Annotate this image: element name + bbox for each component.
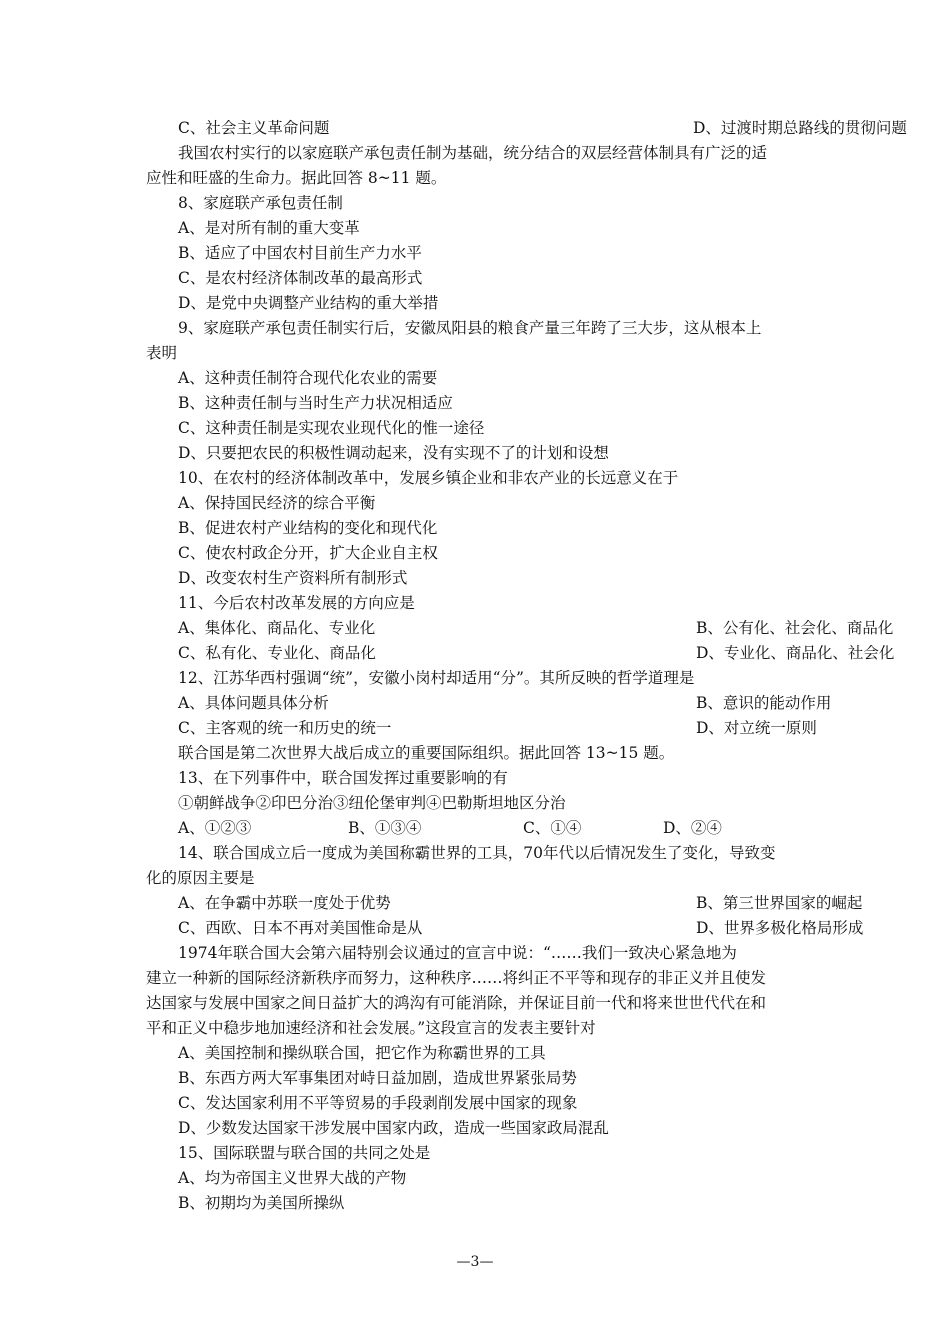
question-8: 8、家庭联产承包责任制 [178,194,343,212]
option-a: A、美国控制和操纵联合国，把它作为称霸世界的工具 [178,1044,546,1062]
option-b: B、初期均为美国所操纵 [178,1194,345,1212]
paragraph-line: 1974年联合国大会第六届特别会议通过的宣言中说：“……我们一致决心紧急地为 [178,944,737,962]
text-line [178,693,832,713]
paragraph-line: 联合国是第二次世界大战后成立的重要国际组织。据此回答 13~15 题。 [178,744,675,762]
option-d: D、只要把农民的积极性调动起来，没有实现不了的计划和设想 [178,444,609,462]
option-b: B、东西方两大军事集团对峙日益加剧，造成世界紧张局势 [178,1069,577,1087]
option-b: B、意识的能动作用 [696,694,832,712]
question-12: 12、江苏华西村强调“统”，安徽小岗村却适用“分”。其所反映的哲学道理是 [178,669,695,687]
option-a: A、保持国民经济的综合平衡 [178,494,376,512]
option-b: B、第三世界国家的崛起 [696,894,863,912]
text-line [178,643,895,663]
question-13: 13、在下列事件中，联合国发挥过重要影响的有 [178,769,508,787]
paragraph-line: 平和正义中稳步地加速经济和社会发展。”这段宣言的发表主要针对 [146,1019,596,1037]
option-c: C、西欧、日本不再对美国惟命是从 [178,919,423,937]
option-c: C、①④ [523,819,582,837]
option-b: B、促进农村产业结构的变化和现代化 [178,519,438,537]
option-a: A、①②③ [178,819,252,837]
option-c: C、使农村政企分开，扩大企业自主权 [178,544,438,562]
option-a: A、具体问题具体分析 [178,694,329,712]
option-c: C、是农村经济体制改革的最高形式 [178,269,423,287]
question-14: 14、联合国成立后一度成为美国称霸世界的工具，70年代以后情况发生了变化，导致变 [178,844,776,862]
text-line [178,718,817,738]
option-d: D、②④ [663,819,722,837]
option-c: C、这种责任制是实现农业现代化的惟一途径 [178,419,485,437]
paragraph-line: 应性和旺盛的生命力。据此回答 8~11 题。 [146,169,447,187]
question-11: 11、今后农村改革发展的方向应是 [178,594,415,612]
option-c: C、主客观的统一和历史的统一 [178,719,392,737]
question-15: 15、国际联盟与联合国的共同之处是 [178,1144,431,1162]
option-a: A、均为帝国主义世界大战的产物 [178,1169,407,1187]
paragraph-line: 建立一种新的国际经济新秩序而努力，这种秩序……将纠正不平等和现存的非正义并且使发 [146,969,767,987]
question-9: 9、家庭联产承包责任制实行后，安徽凤阳县的粮食产量三年跨了三大步，这从根本上 [178,319,762,337]
option-c: C、社会主义革命问题 [178,119,330,137]
option-d: D、专业化、商品化、社会化 [696,644,895,662]
paragraph-line: 表明 [146,344,178,362]
option-b: B、适应了中国农村目前生产力水平 [178,244,422,262]
option-a: A、在争霸中苏联一度处于优势 [178,894,391,912]
text-line [178,893,863,913]
paragraph-line: 化的原因主要是 [146,869,255,887]
option-a: A、这种责任制符合现代化农业的需要 [178,369,438,387]
option-a: A、集体化、商品化、专业化 [178,619,376,637]
option-d: D、改变农村生产资料所有制形式 [178,569,408,587]
text-line [178,918,864,938]
option-d: D、对立统一原则 [696,719,817,737]
paragraph-line: 达国家与发展中国家之间日益扩大的鸿沟有可能消除，并保证目前一代和将来世世代代在和 [146,994,767,1012]
option-c: C、私有化、专业化、商品化 [178,644,376,662]
page-number: —3— [456,1254,494,1270]
paragraph-line: ①朝鲜战争②印巴分治③纽伦堡审判④巴勒斯坦地区分治 [178,794,566,812]
option-b: B、这种责任制与当时生产力状况相适应 [178,394,453,412]
option-a: A、是对所有制的重大变革 [178,219,360,237]
option-c: C、发达国家利用不平等贸易的手段剥削发展中国家的现象 [178,1094,578,1112]
text-line [178,118,907,138]
option-b: B、公有化、社会化、商品化 [696,619,894,637]
option-b: B、①③④ [348,819,422,837]
option-d: D、是党中央调整产业结构的重大举措 [178,294,439,312]
text-line [178,618,894,638]
paragraph-line: 我国农村实行的以家庭联产承包责任制为基础，统分结合的双层经营体制具有广泛的适 [178,144,768,162]
option-d: D、过渡时期总路线的贯彻问题 [693,119,907,137]
option-d: D、世界多极化格局形成 [696,919,864,937]
text-line [178,818,722,838]
option-d: D、少数发达国家干涉发展中国家内政，造成一些国家政局混乱 [178,1119,609,1137]
question-10: 10、在农村的经济体制改革中，发展乡镇企业和非农产业的长远意义在于 [178,469,679,487]
